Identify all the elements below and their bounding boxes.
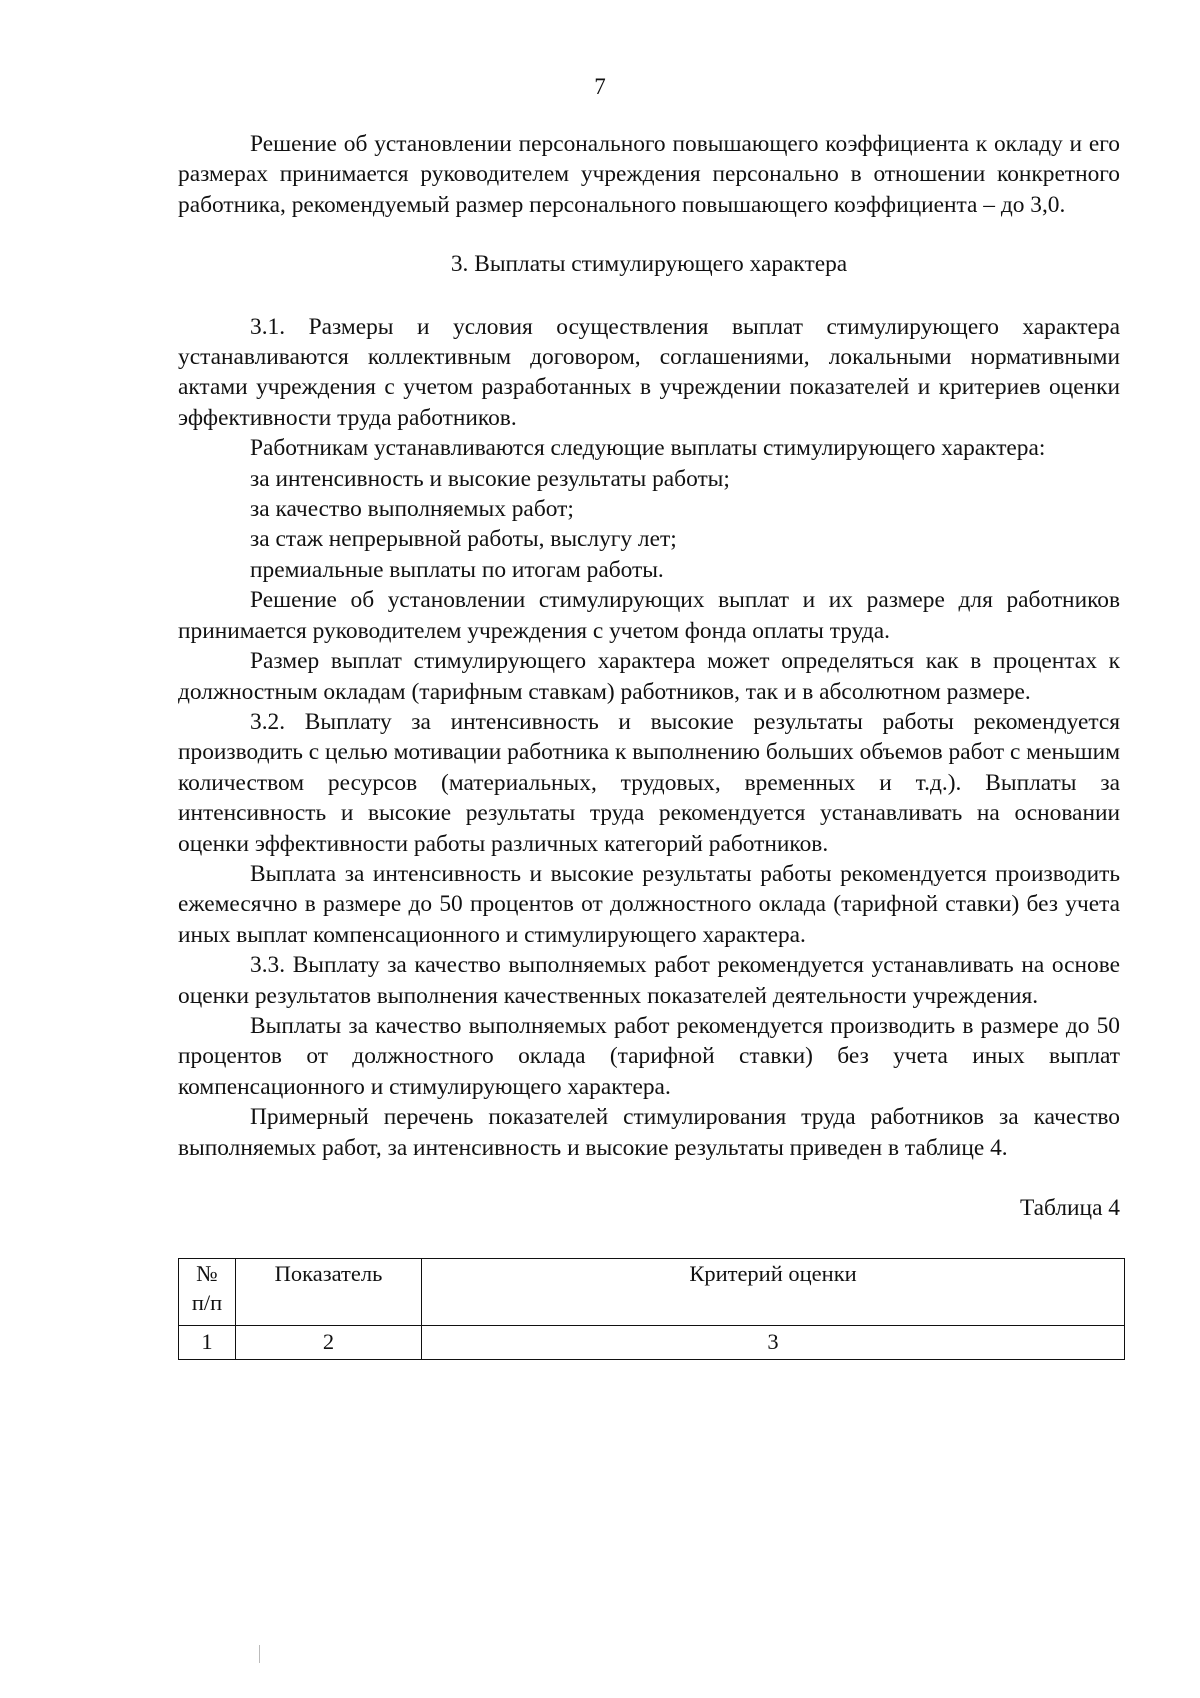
column-number-cell: 3 bbox=[422, 1326, 1125, 1360]
table-row bbox=[179, 1326, 1125, 1360]
intro-paragraph: Решение об установлении персонального повышающего коэффициента к окладу и его размерах принимается руководителем учреждения персонально в отношении конкретного работника, рекомендуемый размер персонального повышающего коэффициента – до 3,0. bbox=[178, 131, 1120, 218]
page-number: 7 bbox=[594, 74, 606, 99]
paragraph-3-1: 3.1. Размеры и условия осуществления выплат стимулирующего характера устанавливаются коллективным договором, соглашениями, локальными нормативными актами учреждения с учетом разработанных в учреждении показателей и критериев оценки эффективности труда работников. bbox=[178, 313, 1120, 431]
paragraph-decision: Решение об установлении стимулирующих выплат и их размере для работников принимается руководителем учреждения с учетом фонда оплаты труда. bbox=[178, 587, 1120, 644]
header-cell-number bbox=[179, 1259, 236, 1326]
list-item: за интенсивность и высокие результаты работы; bbox=[250, 465, 730, 492]
list-item: премиальные выплаты по итогам работы. bbox=[250, 556, 664, 583]
paragraph-indicator-list: Примерный перечень показателей стимулирования труда работников за качество выполняемых работ, за интенсивность и высокие результаты приведен в таблице 4. bbox=[178, 1104, 1120, 1161]
document-body bbox=[178, 129, 1120, 1360]
header-number-sign: № bbox=[196, 1261, 218, 1287]
criteria-table bbox=[178, 1258, 1125, 1360]
section-heading: 3. Выплаты стимулирующего характера bbox=[450, 251, 848, 278]
scan-mark bbox=[259, 1645, 260, 1663]
paragraph-3-2: 3.2. Выплату за интенсивность и высокие результаты работы рекомендуется производить с целью мотивации работника к выполнению больших объемов работ с меньшим количеством ресурсов (материальных, трудовых, временных и т.д.). Выплаты за интенсивность и высокие результаты труда рекомендуется устанавливать на основании оценки эффективности работы различных категорий работников. bbox=[178, 708, 1120, 857]
table-header-row bbox=[179, 1259, 1125, 1326]
column-number-cell: 1 bbox=[179, 1326, 236, 1360]
paragraph-3-3: 3.3. Выплату за качество выполняемых работ рекомендуется устанавливать на основе оценки результатов выполнения качественных показателей деятельности учреждения. bbox=[178, 952, 1120, 1009]
paragraph-intensity-payment: Выплата за интенсивность и высокие результаты работы рекомендуется производить ежемесячно в размере до 50 процентов от должностного оклада (тарифной ставки) без учета иных выплат компенсационного и стимулирующего характера. bbox=[178, 860, 1120, 948]
column-number-cell: 2 bbox=[236, 1326, 422, 1360]
header-number-abbrev: п/п bbox=[191, 1290, 223, 1316]
table-caption: Таблица 4 bbox=[1019, 1195, 1120, 1221]
list-item: за качество выполняемых работ; bbox=[250, 496, 574, 523]
paragraph-payments-intro: Работникам устанавливаются следующие выплаты стимулирующего характера: bbox=[250, 435, 1046, 462]
paragraph-size: Размер выплат стимулирующего характера может определяться как в процентах к должностным окладам (тарифным ставкам) работников, так и в абсолютном размере. bbox=[178, 648, 1120, 705]
header-cell-indicator: Показатель bbox=[236, 1259, 422, 1326]
paragraph-quality-payment: Выплаты за качество выполняемых работ рекомендуется производить в размере до 50 процентов от должностного оклада (тарифной ставки) без учета иных выплат компенсационного и стимулирующего характера. bbox=[178, 1012, 1120, 1100]
header-cell-criterion: Критерий оценки bbox=[422, 1259, 1125, 1326]
list-item: за стаж непрерывной работы, выслугу лет; bbox=[250, 526, 677, 553]
